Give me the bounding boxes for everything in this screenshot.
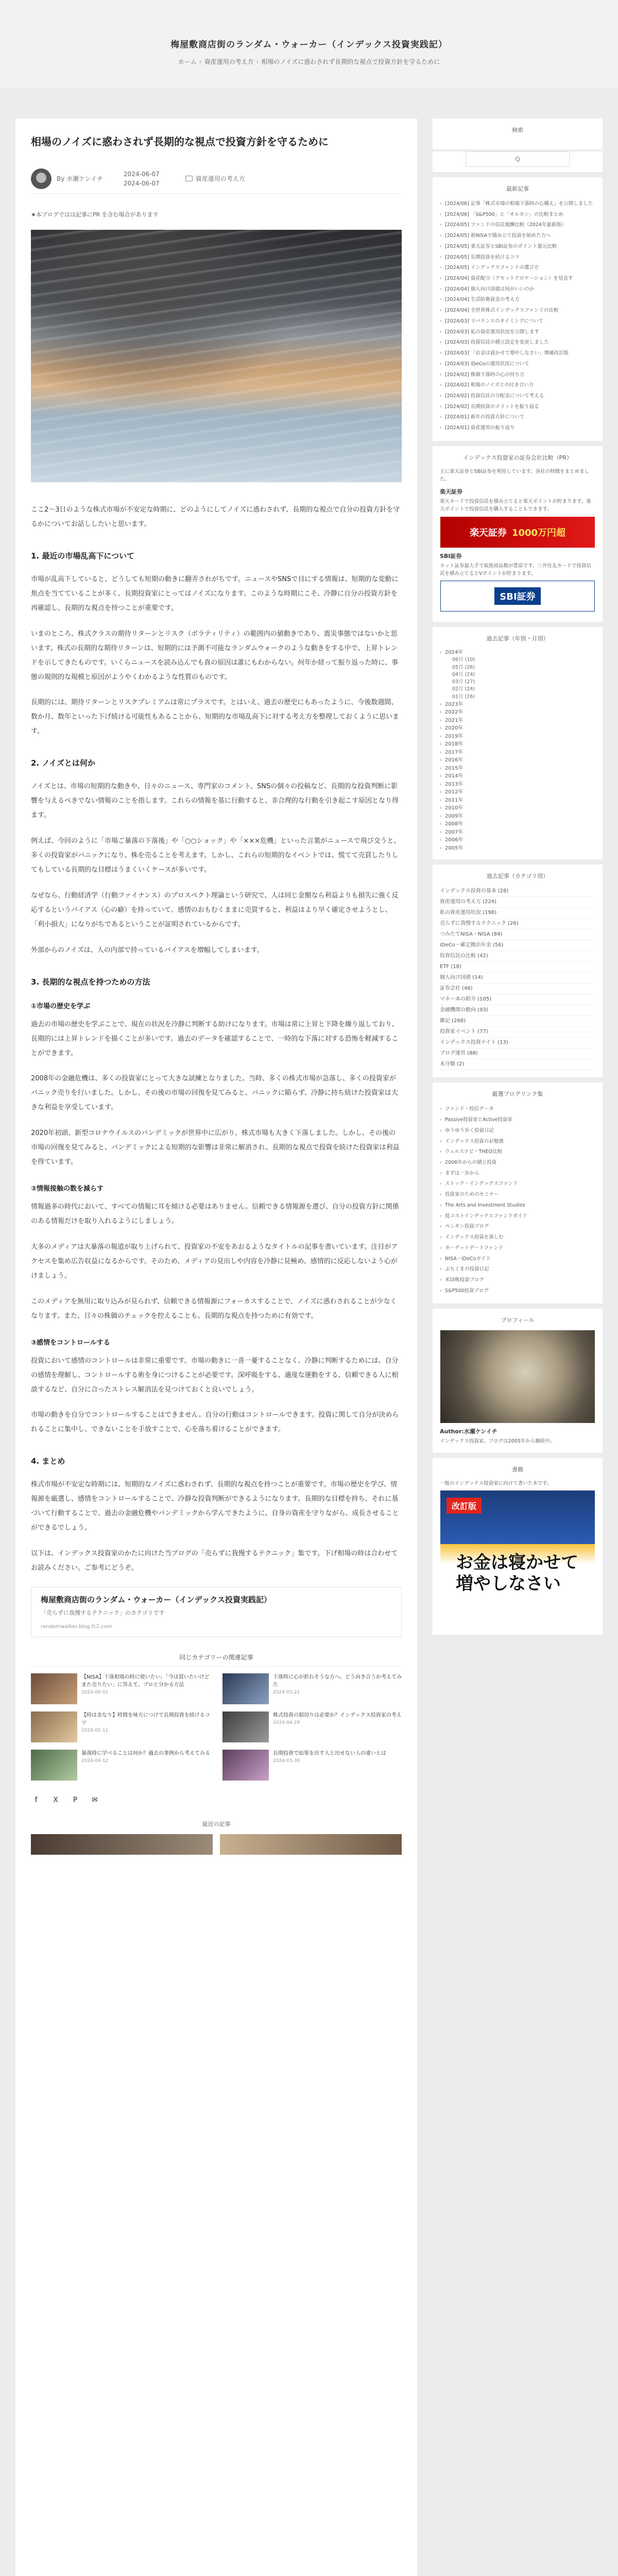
related-item[interactable] [222,1711,402,1742]
sbi-banner[interactable] [440,581,595,612]
related-item-title: 株式投資の損切りは必要か？インデックス投資家の考え [273,1712,402,1718]
share-buttons [31,1796,402,1804]
related-item-date: 2024-05-21 [273,1689,300,1695]
archive-month-link[interactable]: 03月 (27) [452,679,475,685]
related-item-title: 【NISA】下落相場の時に使いたい。「今は買いたいけどまた売りたい」に答えて、プロと分かる方法 [81,1674,210,1688]
recent-list [440,199,595,434]
related-thumbnail [222,1750,269,1781]
sbi-name: SBI証券 [440,552,462,560]
recent-post-link[interactable]: › [2024/05] インデックスファンドの選び方 [440,263,595,274]
profile-title: プロフィール [501,1317,535,1324]
recent-post-link[interactable]: › [2024/03] 「お金は寝かせて増やしなさい」増補改訂版 [440,348,595,359]
site-title[interactable]: 梅屋敷商店街のランダム・ウォーカー（インデックス投資実践記） [170,40,448,50]
breadcrumb-home[interactable]: ホーム [178,58,197,65]
related-item-date: 2024-05-11 [81,1727,109,1733]
blog-card-title: 梅屋敷商店街のランダム・ウォーカー（インデックス投資実践記） [41,1595,272,1604]
broker-ad-widget [433,446,603,622]
paragraph: ここ2〜3日のような株式市場が不安定な時期に、どのようにしてノイズに惑わされず、長期的な視点で自分の投資方針を守るかについてお話ししたいと思います。 [31,506,400,528]
nav-banner-next[interactable] [220,1834,402,1855]
category-link[interactable]: iDeCo・確定拠出年金 (56) [440,940,595,951]
blogroll-link[interactable]: › ウェルスナビ・THEO比較 [440,1147,595,1158]
blogroll-link[interactable]: › NISA・iDeCoガイド [440,1254,595,1265]
related-item[interactable] [31,1673,210,1704]
rakuten-banner-promo: 1000万円超 [511,527,566,538]
recent-title: 最新記事 [506,185,529,192]
related-thumbnail [31,1673,77,1704]
recent-post-link[interactable]: › [2024/01] 新年の投資方針について [440,412,595,423]
recent-post-link[interactable]: › [2024/02] 長期投資のメリットを振り返る [440,402,595,413]
archive-year-link[interactable]: › 2018年 [440,740,595,749]
paragraph: なぜなら、行動経済学（行動ファイナンス）のプロスペクト理論という研究で、人は同じ金額なら利益よりも損失に強く反応するというバイアス（心の癖）を持っていて、感情のおもむくままに売買すると、利益はより早く確定させようとし、「利小損大」になりがちであるということが証明されているからです。 [31,891,399,928]
profile-widget [433,1309,603,1452]
archive-year-link[interactable]: › 2023年 [440,701,595,709]
related-item[interactable] [222,1673,402,1704]
related-grid [31,1673,402,1781]
paragraph: ノイズとは、市場の短期的な動きや、日々のニュース、専門家のコメント、SNSの個々の投稿など、長期的な投資判断に影響を与えるべきでない情報のことを指します。これらの情報を基に行動すると、非合理的な行動を引き起こす原因となり得ます。 [31,783,399,820]
book-badge: 改訂版 [447,1498,482,1514]
recent-post-link[interactable]: › [2024/04] 資産配分（アセットアロケーション）を見直す [440,274,595,284]
archive-title: 過去記事（年別・月別） [486,635,549,642]
related-title: 同じカテゴリーの関連記事 [31,1653,402,1666]
related-thumbnail [222,1673,269,1704]
archive-month-link[interactable]: 02月 (24) [452,686,475,692]
archive-year-link[interactable]: › 2012年 [440,788,595,796]
archive-year-link[interactable]: › 2009年 [440,812,595,821]
category-link[interactable]: ブログ運営 (88) [440,1048,595,1059]
related-item[interactable] [222,1750,402,1781]
promo-note: ★本ブログではは記事にPR を含む場合があります [31,211,159,218]
recent-post-link[interactable]: › [2024/01] 資産運用の振り返り [440,423,595,434]
archive-month-link[interactable]: 01月 (26) [452,693,475,700]
blogroll-link[interactable]: › ぶちくまの投資日記 [440,1264,595,1275]
category-widget [433,865,603,1077]
category-link[interactable]: つみたてNISA・NISA (84) [440,929,595,940]
archive-year-link[interactable]: › 2013年 [440,781,595,789]
archive-year-link[interactable]: › 2020年 [440,724,595,733]
archive-years [440,701,595,853]
section-heading: 4. まとめ [31,1456,65,1466]
paragraph: 以下は、インデックス投資家のかたに向けた当ブログの「売らずに我慢するテクニック」集です。下げ相場の時は合わせてお読みください。ご参考にどうぞ。 [31,1550,398,1572]
avatar [31,168,52,189]
book-cover-title: お金は寝かせて増やしなさい [456,1552,578,1594]
paragraph: 市場が乱高下していると、どうしても短期の動きに翻弄されがちです。ニュースやSNSで目にする情報は、短期的な変動に焦点を当てていることが多く、長期投資家にとってはノイズになります。このような時期にこそ、冷静に自分の投資方針を再確認し、長期的な視点を持つことが重要です。 [31,575,399,612]
recent-post-link[interactable]: › [2024/03] 投資信託の積立設定を変更しました [440,337,595,348]
post-dates [124,170,160,188]
category-link[interactable]: ETF (18) [440,962,595,973]
section-heading: ①市場の歴史を学ぶ [31,1002,91,1010]
category-link[interactable]: 雑記 (268) [440,1016,595,1027]
category-link[interactable]: マネー本の紹介 (105) [440,994,595,1005]
blogroll-list [440,1104,595,1296]
archive-year-link[interactable]: › 2016年 [440,756,595,765]
recent-post-link[interactable]: › [2024/05] 新NISAで積み立て投資を始めた方へ [440,231,595,242]
recent-post-link[interactable]: › [2024/02] 株価下落時の心の持ち方 [440,370,595,381]
section-heading: ②情報接触の数を減らす [31,1185,104,1193]
updated-date: 2024-06-07 [123,179,160,187]
paragraph: 例えば、今回のように「市場ご暴落の下落後」や「○○ショック」や「×××危機」といった言葉がニュースで飛び交うと、多くの投資家がパニックになり、株を売ることを考えます。しかし、これらの短期的なイベントでは、慌てて売買したりしてもしている長期的な目標はうまくいくケースが多いです。 [31,837,401,874]
paragraph: 市場の動きを自分でコントロールすることはできません。自分の行動はコントロールできます。投資に関して自分が決められることに集中し、できないことを手放すことで、心を落ち着けることができます。 [31,1411,399,1434]
book-widget [433,1458,603,1635]
related-item-date: 2024-06-01 [81,1689,109,1695]
recent-post-link[interactable]: › [2024/02] 投資信託の分配金について考える [440,391,595,402]
archive-year-link[interactable]: › 2007年 [440,828,595,837]
recent-post-link[interactable]: › [2024/05] ファンドの信託報酬比較（2024年最新版） [440,220,595,231]
paragraph: 情報過多の時代において、すべての情報に耳を傾ける必要はありません。信頼できる情報源を選び、自分の投資方針に関係のある情報だけを取り入れるようにしましょう。 [31,1203,399,1225]
related-item-title: 下落時に心が折れそうな方へ。どう向き合うか考えてみた [273,1674,402,1688]
search-box-widget [433,151,603,172]
recent-post-link[interactable]: › [2024/05] 楽天証券とSBI証券のポイント還元比較 [440,242,595,252]
category-link[interactable]: 売らずに我慢するテクニック (26) [440,919,595,929]
category-link[interactable]: 私の資産運用状況 (198) [440,908,595,919]
related-item-date: 2024-03-30 [273,1758,300,1764]
article [15,118,417,2576]
folder-icon [185,176,193,181]
archive-month-link[interactable]: 05月 (26) [452,664,475,670]
blogroll-title: 厳選ブログリンク集 [492,1091,543,1098]
section-heading: 1. 最近の市場乱高下について [31,551,135,561]
sbi-desc: ネット証券最大手で取扱商品数が豊富です。三井住友カードで投資信託を積み立てるとVポイントが貯まります。 [440,563,591,577]
recent-nav-banners [31,1834,402,1855]
category-link[interactable]: 投資信託の比較 (42) [440,951,595,962]
blogroll-link[interactable]: › The Arts and Investment Studies [440,1200,595,1211]
blog-card-url: randomwalker.blog.fc2.com [41,1623,112,1630]
recent-nav-label: 最近の記事 [202,1820,231,1827]
pinterest-icon[interactable]: P [73,1795,78,1804]
post-category[interactable] [185,174,245,183]
blogroll-link[interactable]: › ゆうゆう歩く投資日記 [440,1126,595,1137]
recent-post-link[interactable]: › [2024/04] 生活防衛資金の考え方 [440,295,595,306]
author-name[interactable]: By 水瀬ケンイチ [57,175,103,182]
paragraph: 大多のメディアは大暴落の報道が取り上げられて、投資家の不安をあおるようなタイトルの記事を書いています。注目がアクセスを集め広告収益になるからです。そのため、メディアの見出しや内容を冷静に見極め、感情的に反応しないよう心がけましょう。 [31,1243,398,1280]
blogroll-link[interactable]: › インデックス投資を楽しむ [440,1232,595,1243]
related-item-title: 暴落時に学べることは何か？過去の事例から考えてみる [81,1750,210,1756]
search-widget [433,118,603,149]
related-item[interactable] [31,1711,210,1742]
category-list [440,886,595,1070]
archive-month-link[interactable]: 04月 (24) [452,671,475,677]
book-note: 一般のインデックス投資家に向けて書いた本です。 [440,1480,552,1486]
mail-icon[interactable]: ✉ [92,1795,98,1804]
archive-widget [433,627,603,860]
post-category-label: 資産運用の考え方 [195,175,245,182]
archive-year-link[interactable]: › 2006年 [440,836,595,844]
archive-year-link[interactable]: › 2005年 [440,844,595,853]
broker-ad-intro: 主に楽天証券とSBI証券を利用しています。各社の特徴をまとめました。 [440,468,590,482]
related-item[interactable] [31,1750,210,1781]
search-input[interactable]: Q [466,151,570,167]
category-link[interactable]: インデックス投資の基本 (28) [440,886,595,897]
category-link[interactable]: 個人向け国債 (14) [440,973,595,984]
recent-post-link[interactable]: › [2024/04] 全世界株式インデックスファンドの比較 [440,306,595,316]
related-item-title: 長期投資で結果を出す人と出せない人の違いとは [273,1750,386,1756]
related-thumbnail [31,1750,77,1781]
blogroll-link[interactable]: › まずは一歩から [440,1168,595,1179]
category-link[interactable]: 金融機関の動向 (93) [440,1005,595,1016]
hero-image [31,230,402,482]
book-title: 書籍 [512,1466,523,1473]
archive-year-2024[interactable]: › 2024年 [440,649,595,657]
broker-ad-title: インデックス投資家の証券会社比較（PR） [463,454,572,461]
archive-year-link[interactable]: › 2017年 [440,749,595,757]
section-heading: 2. ノイズとは何か [31,758,95,768]
blog-card-desc: 「売らずに我慢するテクニック」のカテゴリです [41,1609,165,1616]
archive-year-link[interactable]: › 2015年 [440,765,595,773]
archive-months [440,656,595,701]
archive-year-link[interactable]: › 2008年 [440,820,595,828]
blog-card[interactable] [31,1587,402,1637]
recent-post-link[interactable]: › [2024/02] 相場のノイズとの付き合い方 [440,380,595,391]
category-link[interactable]: 証券会社 (46) [440,984,595,994]
paragraph: 2008年の金融危機は、多くの投資家にとって大きな試練となりました。当時、多くの株式市場が急落し、多くの投資家がパニック売りを行いました。しかし、その後の市場の回復を見てみると、パニックに陥らず、冷静に持ち続けた投資家は大きな利益を享受しています。 [31,1075,398,1112]
category-title: 過去記事（カテゴリ別） [486,873,549,880]
paragraph: 株式市場が不安定な時期には、短期的なノイズに惑わされず、長期的な視点を持つことが重要です。市場の歴史を学び、情報源を厳選し、感情をコントロールすることで、冷静な投資判断ができるようになります。長期的な目標を持ち、それに基づいて行動することで、過去の金融危機やパンデミックから学んできたように、自身の資産を守りながら、成長させることができるでしょう。 [31,1481,399,1532]
paragraph: 投資において感情のコントロールは非常に重要です。市場の動きに一喜一憂することなく、冷静に判断するためには、自分の感情を理解し、コントロールする術を身につけることが必要です。深呼吸をする、適度な運動をする、信頼できる人に相談するなど、自分に合ったストレス解消法を見つけておくと良いでしょう。 [31,1357,399,1394]
blogroll-link[interactable]: › Passive投資家とActive投資家 [440,1115,595,1126]
blogroll-link[interactable]: › 米国株投資ブログ [440,1275,595,1286]
related-item-title: 【時は金なり】時間を味方につけて長期投資を続けるコツ [81,1712,210,1726]
section-heading: ③感情をコントロールする [31,1338,110,1347]
x-icon[interactable]: X [53,1795,58,1804]
search-title: 検索 [512,127,523,133]
sbi-banner-label: SBI証券 [494,587,540,605]
recent-posts-widget [433,177,603,441]
blogroll-link[interactable]: › インデックス投資のお勉強 [440,1137,595,1147]
blogroll-link[interactable]: › ペンギン投資ブログ [440,1222,595,1232]
nav-banner-prev[interactable] [31,1834,213,1855]
profile-name: Author:水瀬ケンイチ [440,1428,497,1435]
page-title: 相場のノイズに惑わされず長期的な視点で投資方針を守るために [31,135,329,148]
post-meta [31,164,402,194]
category-link[interactable]: 未分類 (2) [440,1059,595,1070]
archive-month-link[interactable]: 06月 (10) [452,657,475,663]
paragraph: 2020年初頭、新型コロナウイルスのパンデミックが世界中に広がり、株式市場も大きく下落しました。しかし、その後の市場の回復を見てみると、パンデミックによる短期的な影響は非常に解消され、長期的な視点で投資を続けた投資家は利益を得ています。 [31,1129,400,1166]
related-item-date: 2024-04-12 [81,1758,109,1764]
paragraph: いまのところ、株式クラスの期待リターンとリスク（ボラティリティ）の範囲内の値動きであり、震災事態ではないかと思います。株式の長期的な期待リターンは、短期的には予測不可能なランダムウォークのような動きをする中で、上昇トレンドを示してきたものです。いくらニュースを読み込んでも真の原因は誰にもわからない。何年か経って振り返った時に、事態の規則的な規模と原因がようやくわかるような性質のものです。 [31,630,399,681]
rakuten-banner-label: 楽天証券 [469,527,507,538]
blogroll-widget [433,1082,603,1303]
sidebar [433,118,603,2576]
recent-post-link[interactable]: › [2024/05] 長期投資を続けるコツ [440,252,595,263]
breadcrumb-current: 相場のノイズに惑わされず長期的な視点で投資方針を守るために [261,58,440,65]
facebook-icon[interactable]: f [35,1795,38,1804]
archive-year-link[interactable]: › 2014年 [440,772,595,781]
rakuten-banner[interactable] [440,517,595,548]
rakuten-desc: 楽天カードで投資信託を積み立てると楽天ポイントが貯まります。楽天ポイントで投資信託を購入することもできます。 [440,499,591,513]
article-body [31,503,402,1575]
recent-post-link[interactable]: › [2024/04] 個人向け国債は何がいいのか [440,284,595,295]
site-header [0,0,618,88]
rakuten-name: 楽天証券 [440,488,462,496]
recent-post-link[interactable]: › [2024/03] iDeCoの運用状況について [440,359,595,370]
blogroll-link[interactable]: › ファンド・投信データ [440,1104,595,1115]
category-link[interactable]: 投資家イベント (77) [440,1027,595,1038]
recent-post-link[interactable]: › [2024/06] 「S&P500」と「オルカン」の比較まとめ [440,210,595,221]
breadcrumb-category[interactable]: 資産運用の考え方 [204,58,254,65]
blogroll-link[interactable]: › ターゲットデートファンド [440,1243,595,1254]
blogroll-link[interactable]: › 2006年からの積立投資 [440,1158,595,1168]
archive-year-link[interactable]: › 2021年 [440,717,595,725]
paragraph: 長期的には、期待リターンとリスクプレミアムは常にプラスです。とはいえ、過去の歴史にもあったように、今後数週間、数か月、数年といった下げ続ける可能性もあることから、短期的な市場乱高下に対する考え方を整理しておくように思います。 [31,699,400,736]
archive-year-link[interactable]: › 2022年 [440,708,595,717]
blogroll-link[interactable]: › 投資家のためのセミナー [440,1190,595,1200]
profile-desc: インデックス投資家。ブログは2005年から継続中。 [440,1438,555,1445]
paragraph: このメディアを無用に取り込みが見られず、信頼できる情報源にフォーカスすることで、ノイズに惑わされることが少なくなります。また、日々の株価のチェックを控えることも、長期的な視点を持つために有効です。 [31,1297,397,1320]
recent-post-link[interactable]: › [2024/06] 記事「株式市場の相場下落時の心構え」を公開しました [440,199,595,210]
related-thumbnail [31,1711,77,1742]
archive-year-link[interactable]: › 2010年 [440,804,595,812]
category-link[interactable]: インデックス投資ナイト (13) [440,1038,595,1048]
published-date: 2024-06-07 [123,170,160,178]
recent-post-link[interactable]: › [2024/03] 私の資産運用状況を公開します [440,327,595,338]
blogroll-link[interactable]: › S&P500投資ブログ [440,1286,595,1297]
related-thumbnail [222,1711,269,1742]
paragraph: 外部からのノイズは、人の内部で持っているバイアスを増幅してしまいます。 [31,946,264,954]
paragraph: 過去の市場の歴史を学ぶことで、現在の状況を冷静に判断する助けになります。市場は常に上昇と下降を繰り返しており、長期的には上昇トレンドを描くことが多いです。過去のデータを確認することで、一時的な下落に対する恐怖を軽減することができます。 [31,1020,399,1057]
breadcrumb: ホーム › 資産運用の考え方 › 相場のノイズに惑わされず長期的な視点で投資方針を守るために [178,58,440,65]
related-posts [31,1653,402,1781]
blogroll-link[interactable]: › 低コストインデックスファンドガイド [440,1211,595,1222]
recent-post-link[interactable]: › [2024/03] リバランスのタイミングについて [440,316,595,327]
book-cover[interactable] [440,1490,595,1624]
section-heading: 3. 長期的な視点を持つための方法 [31,977,150,987]
blogroll-link[interactable]: › ストック・インデックスファンド [440,1179,595,1190]
archive-year-link[interactable]: › 2019年 [440,733,595,741]
profile-photo [440,1330,595,1423]
related-item-date: 2024-04-28 [273,1720,300,1725]
category-link[interactable]: 資産運用の考え方 (224) [440,897,595,908]
archive-year-link[interactable]: › 2011年 [440,796,595,805]
